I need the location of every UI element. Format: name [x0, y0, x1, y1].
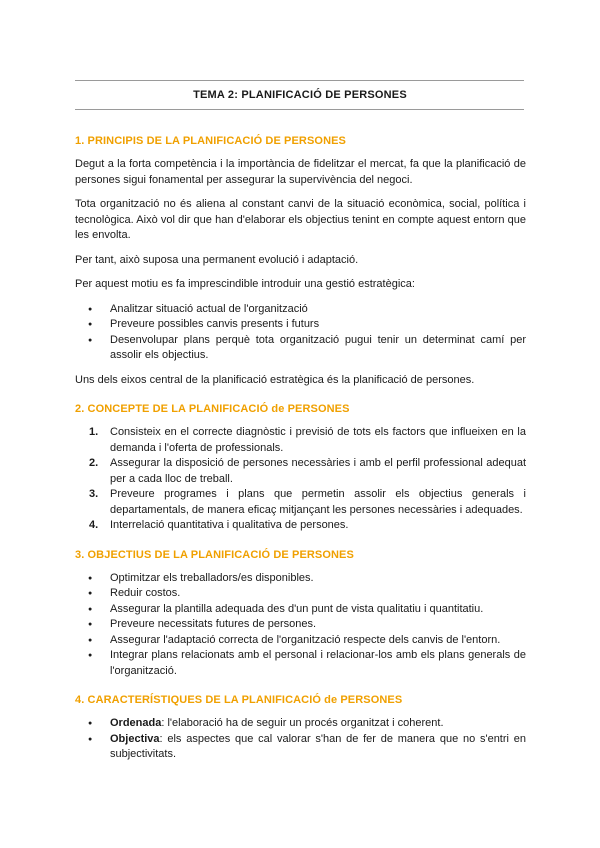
list-item: ● Optimitzar els treballadors/es disponibles.	[75, 571, 526, 587]
feature-text: : l'elaboració ha de seguir un procés organitzat i coherent.	[161, 717, 444, 729]
section-3-heading: 3. OBJECTIUS DE LA PLANIFICACIÓ DE PERSONES	[75, 548, 354, 561]
feature-term: Objectiva	[110, 732, 160, 745]
bullet-list	[75, 302, 526, 364]
bullet-list	[75, 571, 526, 680]
list-item: ● Preveure possibles canvis presents i futurs	[75, 317, 526, 333]
list-item	[75, 487, 526, 518]
list-item: ● Analitzar situació actual de l'organització	[75, 302, 526, 318]
list-item: ● Reduir costos.	[75, 586, 526, 602]
list-item-text: Assegurar la disposició de persones necessàries i amb el perfil professional adequat per a cada lloc de treball.	[110, 457, 526, 485]
list-number: 1.	[89, 426, 99, 438]
list-item-text: Preveure programes i plans que permetin assolir els objectius generals i departamentals, de manera eficaç mitjançant les persones necessàries i adequades.	[110, 488, 526, 516]
paragraph: Degut a la forta competència i la importància de fidelitzar el mercat, fa que la planificació de persones sigui fonamental per assegurar la supervivència del negoci.	[75, 158, 526, 186]
list-item	[75, 732, 526, 763]
list-item: ● Assegurar l'adaptació correcta de l'organització respecte dels canvis de l'entorn.	[75, 633, 526, 649]
document-body	[75, 135, 526, 772]
list-number: 2.	[89, 457, 99, 469]
paragraph: Per aquest motiu es fa imprescindible introduir una gestió estratègica:	[75, 278, 415, 290]
list-item: ● Integrar plans relacionats amb el personal i relacionar-los amb els plans generals de l'organització.	[75, 648, 526, 679]
list-item	[75, 456, 526, 487]
list-item	[75, 425, 526, 456]
list-item-text: Interrelació quantitativa i qualitativa de persones.	[110, 519, 349, 531]
list-number: 4.	[89, 519, 99, 531]
numbered-list	[75, 425, 526, 534]
title-underline-rule	[75, 109, 524, 110]
list-item: ● Preveure necessitats futures de persones.	[75, 617, 526, 633]
section-1-heading: 1. PRINCIPIS DE LA PLANIFICACIÓ DE PERSONES	[75, 135, 346, 147]
list-item: ● Assegurar la plantilla adequada des d'un punt de vista qualitatiu i quantitatiu.	[75, 602, 526, 618]
list-item	[75, 518, 526, 534]
list-item-text: Consisteix en el correcte diagnòstic i previsió de tots els factors que influeixen en la demanda i l'oferta de professionals.	[110, 426, 526, 454]
section-2-heading: 2. CONCEPTE DE LA PLANIFICACIÓ de PERSONES	[75, 403, 350, 415]
list-item: ● Desenvolupar plans perquè tota organització pugui tenir un determinat camí per assolir els objectius.	[75, 333, 526, 364]
feature-text: : els aspectes que cal valorar s'han de fer de manera que no s'entri en subjectivitats.	[110, 732, 526, 760]
bullet-list	[75, 716, 526, 763]
paragraph: Per tant, això suposa una permanent evolució i adaptació.	[75, 253, 359, 266]
paragraph: Uns dels eixos central de la planificació estratègica és la planificació de persones.	[75, 373, 475, 386]
list-number: 3.	[89, 488, 99, 500]
top-rule	[75, 80, 524, 81]
paragraph: Tota organització no és aliena al constant canvi de la situació econòmica, social, política i tecnològica. Això vol dir que han d'elaborar els objectius tenint en compte aquest entorn que les envolta.	[75, 198, 526, 241]
document-title: TEMA 2: PLANIFICACIÓ DE PERSONES	[193, 89, 407, 101]
list-item	[75, 716, 526, 732]
feature-term: Ordenada	[110, 717, 162, 729]
section-4-heading: 4. CARACTERÍSTIQUES DE LA PLANIFICACIÓ de PERSONES	[75, 694, 403, 706]
